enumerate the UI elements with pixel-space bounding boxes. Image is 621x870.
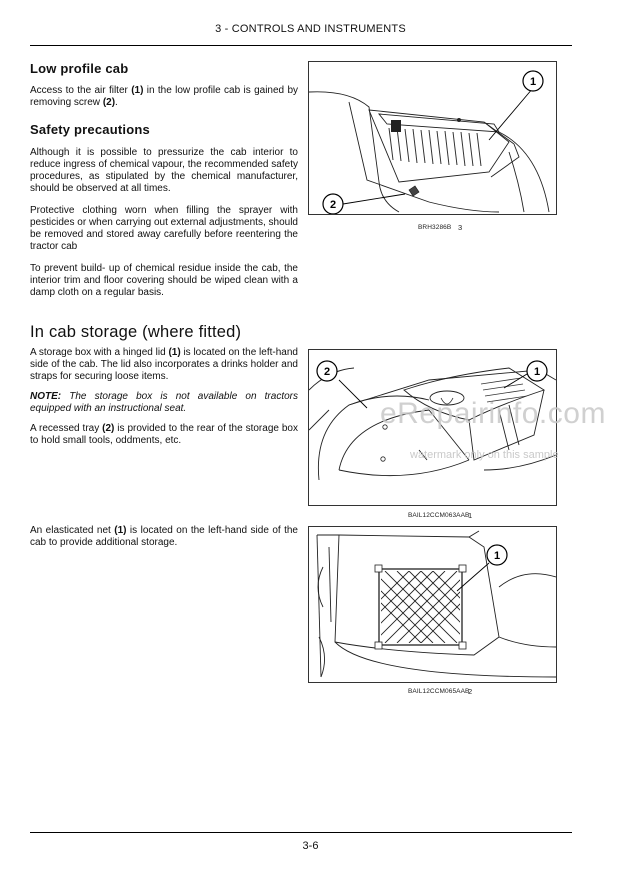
header-title: 3 - CONTROLS AND INSTRUMENTS (215, 23, 406, 35)
low-profile-heading: Low profile cab (30, 61, 129, 76)
figure-number: 3 (458, 223, 463, 232)
net-illustration (309, 527, 556, 682)
safety-paragraph-2: Protective clothing worn when filling the sprayer with pesticides or when carrying out external adjustments, should be removed and stored away carefully before reentering the tractor cab (30, 205, 298, 252)
text-run: . (115, 97, 118, 108)
text-run: An elasticated net (30, 525, 115, 536)
header-rule (30, 45, 572, 46)
screw-icon (409, 186, 419, 196)
filter-tab (391, 120, 401, 132)
text-run: Access to the air filter (30, 85, 132, 96)
watermark: eRepairinfo.com (380, 397, 606, 430)
callout-1 (523, 71, 543, 91)
text-run: is located on the left-hand side of the cab. The lid also incorporates a drinks holder and straps for securing loose items. (30, 347, 298, 382)
callout-2 (323, 194, 343, 214)
callout-label: 1 (533, 366, 541, 378)
figure-code: BAIL12CCM063AAB (408, 512, 470, 519)
callout-ref: (2) (102, 423, 115, 434)
figure-air-filter (308, 61, 557, 215)
callout-2 (317, 361, 337, 381)
text-run: The storage box is not available on tractors equipped with an instructional seat. (30, 391, 298, 414)
callout-ref: (1) (114, 525, 127, 536)
callout-label: 1 (493, 550, 501, 562)
text-run: is provided to the rear of the storage box to hold small tools, oddments, etc. (30, 423, 298, 446)
text-run: is located on the left-hand side of the cab to provide additional storage. (30, 525, 298, 548)
safety-heading: Safety precautions (30, 122, 150, 137)
callout-label: 1 (529, 76, 537, 88)
safety-section (30, 122, 298, 299)
callout-label: 2 (329, 199, 337, 211)
text-run: A storage box with a hinged lid (30, 347, 169, 358)
storage-note (30, 391, 298, 415)
footer-rule (30, 832, 572, 833)
callout-ref: (1) (131, 85, 144, 96)
note-label: NOTE: (30, 391, 62, 402)
text-run: in the low profile cab is gained by removing screw (30, 85, 299, 108)
net-section (30, 525, 298, 549)
text-run: A recessed tray (30, 423, 103, 434)
safety-paragraph-3: To prevent build- up of chemical residue inside the cab, the interior trim and floor covering should be wiped clean with a damp cloth on a regular basis. (30, 263, 298, 298)
storage-paragraph-3 (30, 525, 298, 549)
low-profile-paragraph (30, 85, 298, 109)
low-profile-section (30, 61, 298, 109)
page-number: 3-6 (302, 840, 319, 852)
figure-elasticated-net (308, 526, 557, 683)
watermark-subtext: watermark only on this sample (410, 449, 559, 461)
storage-heading: In cab storage (where fitted) (30, 323, 242, 341)
callout-1 (487, 545, 507, 565)
safety-paragraph-1: Although it is possible to pressurize the cab interior to reduce ingress of chemical vapour, the recommended safety procedures, as stipulated by the chemical manufacturer, should be observed at all times. (30, 147, 298, 194)
figure-code: BRH3286B (418, 224, 452, 231)
storage-paragraph-2 (30, 423, 298, 447)
callout-ref: (1) (168, 347, 181, 358)
storage-section (30, 323, 298, 447)
callout-ref: (2) (102, 97, 116, 108)
figure-number: 2 (468, 687, 473, 696)
air-filter-illustration (309, 62, 556, 214)
figure-number: 1 (468, 511, 473, 520)
callout-label: 2 (323, 366, 331, 378)
callout-1 (527, 361, 547, 381)
figure-code: BAIL12CCM065AAB (408, 688, 470, 695)
storage-paragraph-1 (30, 347, 298, 383)
